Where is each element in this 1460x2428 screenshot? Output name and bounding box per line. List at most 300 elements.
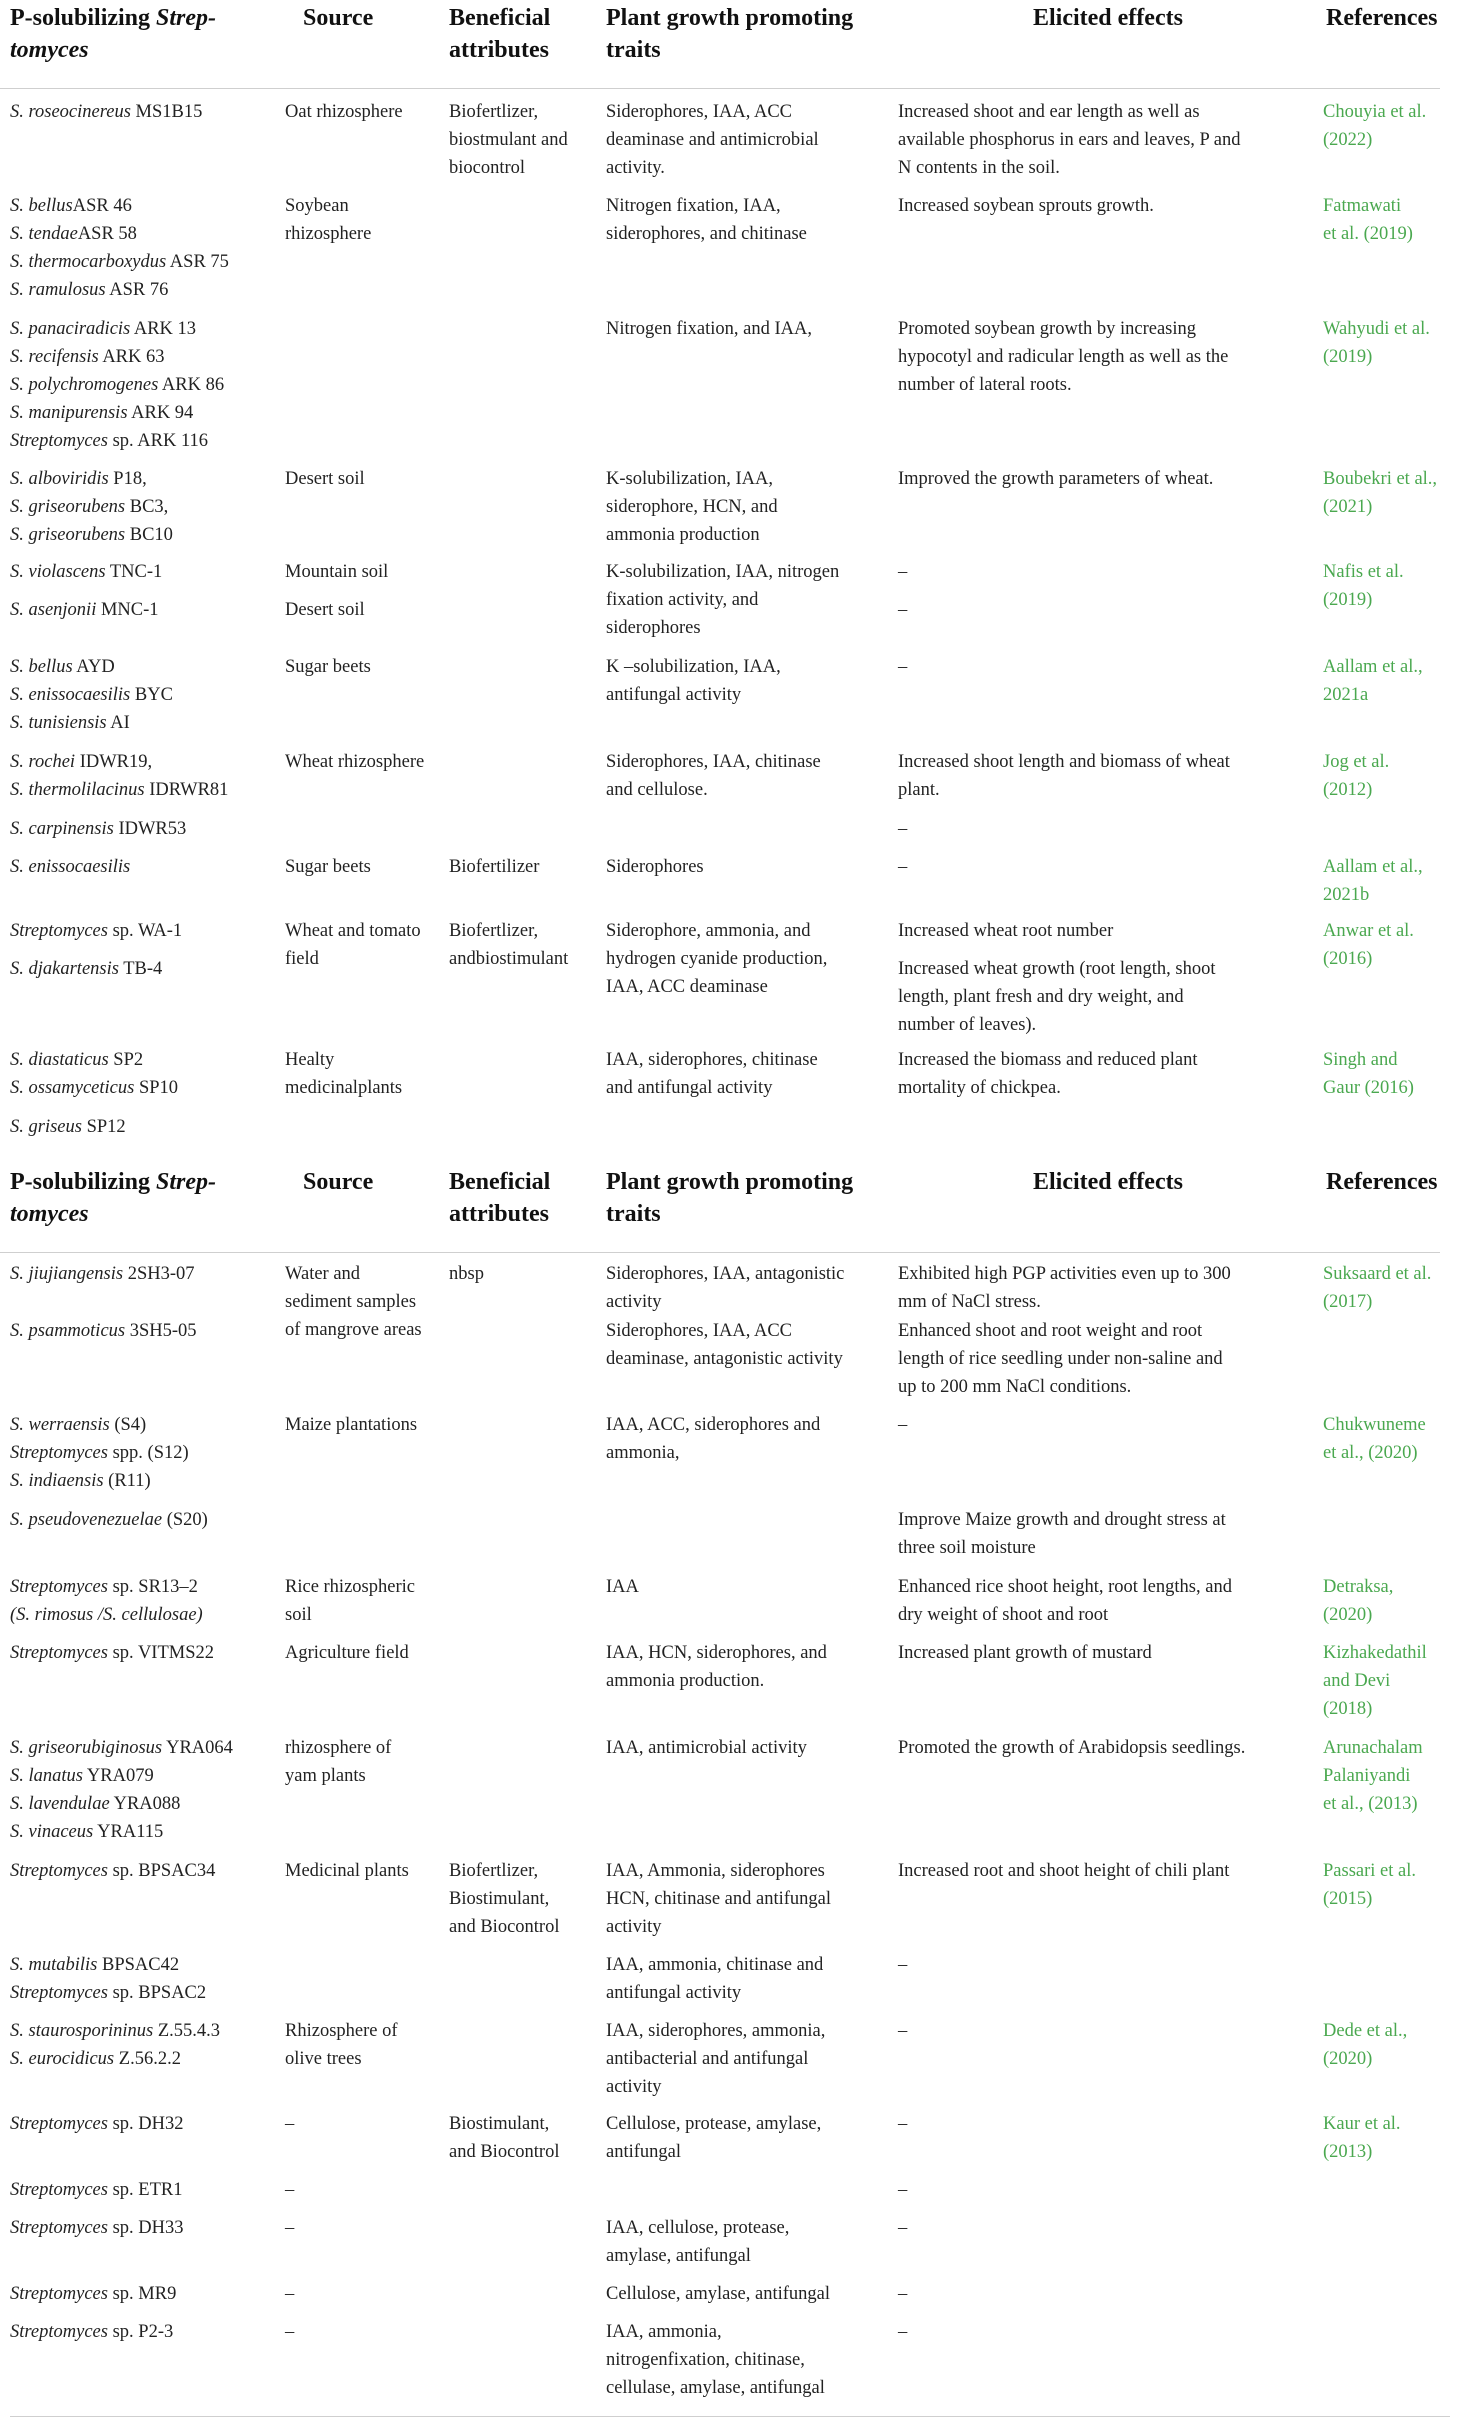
effects-cell-line: – bbox=[898, 857, 908, 877]
header-psolubilizing-line bbox=[10, 2, 216, 34]
attributes-cell-line: andbiostimulant bbox=[449, 949, 569, 969]
source-cell-line: rhizosphere of bbox=[285, 1738, 392, 1758]
reference-cell-line: (2020) bbox=[1323, 1605, 1373, 1625]
traits-cell-line: antifungal bbox=[606, 2142, 682, 2162]
traits-cell-line: IAA, HCN, siderophores, and bbox=[606, 1643, 827, 1663]
traits-cell bbox=[606, 653, 781, 709]
effects-cell bbox=[898, 1857, 1229, 1885]
source-cell-line: rhizosphere bbox=[285, 224, 372, 244]
reference-cell-line: Suksaard et al. bbox=[1323, 1264, 1432, 1284]
strain-code: sp. P2-3 bbox=[107, 2322, 174, 2342]
strain-code: sp. BPSAC2 bbox=[107, 1983, 207, 2003]
strain-code: Z.56.2.2 bbox=[114, 2049, 181, 2069]
source-cell bbox=[285, 1411, 417, 1439]
traits-cell bbox=[606, 2110, 821, 2166]
traits-cell bbox=[606, 465, 778, 549]
header-references bbox=[1326, 2, 1438, 34]
effects-cell bbox=[898, 1260, 1231, 1316]
traits-cell bbox=[606, 1573, 639, 1601]
effects-cell-line: Improve Maize growth and drought stress at bbox=[898, 1510, 1226, 1530]
traits-cell-line: IAA, Ammonia, siderophores bbox=[606, 1861, 825, 1881]
strain-name bbox=[10, 1790, 233, 1818]
traits-cell-line: siderophore, HCN, and bbox=[606, 497, 778, 517]
effects-cell bbox=[898, 2214, 907, 2242]
strain-cell bbox=[10, 2280, 176, 2308]
strain-species: Streptomyces bbox=[10, 431, 108, 451]
strain-species: Streptomyces bbox=[10, 1861, 108, 1881]
reference-cell-line: 2021a bbox=[1323, 685, 1369, 705]
reference-cell bbox=[1323, 192, 1413, 248]
strain-species: S. indiaensis bbox=[10, 1471, 104, 1491]
source-cell bbox=[285, 653, 371, 681]
effects-cell bbox=[898, 98, 1241, 182]
strain-name bbox=[10, 1074, 178, 1102]
attributes-cell-line: Biofertlizer, bbox=[449, 1861, 539, 1881]
strain-cell bbox=[10, 1260, 195, 1288]
reference-cell-line: Detraksa, bbox=[1323, 1577, 1394, 1597]
reference-cell-line: Boubekri et al., bbox=[1323, 469, 1438, 489]
reference-cell bbox=[1323, 558, 1404, 614]
header-psolubilizing-part: Strep- bbox=[156, 5, 217, 31]
strain-name bbox=[10, 955, 162, 983]
strain-cell bbox=[10, 748, 228, 804]
traits-cell-line: and antifungal activity bbox=[606, 1078, 773, 1098]
strain-species: S. ossamyceticus bbox=[10, 1078, 135, 1098]
header-traits-line: Plant growth promoting bbox=[606, 1169, 854, 1195]
strain-code: YRA079 bbox=[82, 1766, 154, 1786]
strain-species: S. griseorubiginosus bbox=[10, 1738, 163, 1758]
reference-cell-line: (2019) bbox=[1323, 347, 1373, 367]
effects-cell-line: plant. bbox=[898, 780, 940, 800]
header-traits-line: traits bbox=[606, 37, 661, 63]
traits-cell bbox=[606, 2017, 825, 2101]
header-effects-line: Elicited effects bbox=[1033, 5, 1183, 31]
source-cell-line: – bbox=[285, 2114, 295, 2134]
reference-cell-line: (2021) bbox=[1323, 497, 1373, 517]
effects-cell-line: up to 200 mm NaCl conditions. bbox=[898, 1377, 1132, 1397]
source-cell-line: Desert soil bbox=[285, 469, 365, 489]
strain-code: Z.55.4.3 bbox=[153, 2021, 221, 2041]
strain-name bbox=[10, 917, 182, 945]
source-cell-line: of mangrove areas bbox=[285, 1320, 422, 1340]
effects-cell-line: Exhibited high PGP activities even up to 300 bbox=[898, 1264, 1231, 1284]
attributes-cell-line: and Biocontrol bbox=[449, 2142, 560, 2162]
reference-cell-line: (2013) bbox=[1323, 2142, 1373, 2162]
source-cell-line: Medicinal plants bbox=[285, 1861, 409, 1881]
strain-name bbox=[10, 853, 130, 881]
attributes-cell bbox=[449, 1857, 559, 1941]
strain-species: S. werraensis bbox=[10, 1415, 110, 1435]
strain-name bbox=[10, 521, 173, 549]
strain-name bbox=[10, 1979, 206, 2007]
strain-code: ASR 75 bbox=[166, 252, 229, 272]
source-cell-line: medicinalplants bbox=[285, 1078, 403, 1098]
effects-cell bbox=[898, 596, 907, 624]
source-cell-line: olive trees bbox=[285, 2049, 362, 2069]
effects-cell-line: – bbox=[898, 2322, 908, 2342]
effects-cell-line: length, plant fresh and dry weight, and bbox=[898, 987, 1184, 1007]
strain-cell bbox=[10, 1639, 214, 1667]
traits-cell-line: Siderophores, IAA, chitinase bbox=[606, 752, 821, 772]
traits-cell-line: IAA, ACC deaminase bbox=[606, 977, 768, 997]
strain-species: Streptomyces bbox=[10, 1443, 108, 1463]
attributes-cell bbox=[449, 98, 568, 182]
effects-cell-line: hypocotyl and radicular length as well as the bbox=[898, 347, 1229, 367]
traits-cell bbox=[606, 315, 812, 343]
strain-cell bbox=[10, 1046, 178, 1102]
effects-cell bbox=[898, 1411, 907, 1439]
traits-cell-line: deaminase, antagonistic activity bbox=[606, 1349, 843, 1369]
traits-cell bbox=[606, 2280, 830, 2308]
strain-name bbox=[10, 1951, 206, 1979]
reference-cell-line: Nafis et al. bbox=[1323, 562, 1404, 582]
strain-species: S. alboviridis bbox=[10, 469, 109, 489]
traits-cell-line: Nitrogen fixation, IAA, bbox=[606, 196, 781, 216]
source-cell-line: Oat rhizosphere bbox=[285, 102, 403, 122]
effects-cell-line: Enhanced shoot and root weight and root bbox=[898, 1321, 1203, 1341]
effects-cell bbox=[898, 558, 907, 586]
strain-code: 3SH5-05 bbox=[125, 1321, 197, 1341]
header-rule bbox=[0, 1252, 1440, 1253]
header-beneficial-line: attributes bbox=[449, 37, 549, 63]
source-cell-line: Wheat and tomato bbox=[285, 921, 421, 941]
attributes-cell-line: Biofertlizer, bbox=[449, 921, 539, 941]
effects-cell-line: Increased shoot length and biomass of wheat bbox=[898, 752, 1230, 772]
reference-cell-line: (2020) bbox=[1323, 2049, 1373, 2069]
reference-cell-line: and Devi bbox=[1323, 1671, 1391, 1691]
strain-name bbox=[10, 653, 173, 681]
effects-cell-line: – bbox=[898, 2218, 908, 2238]
strain-name bbox=[10, 2280, 176, 2308]
header-source-line: Source bbox=[303, 5, 374, 31]
source-cell bbox=[285, 1573, 415, 1629]
effects-cell-line: dry weight of shoot and root bbox=[898, 1605, 1109, 1625]
strain-name bbox=[10, 1467, 189, 1495]
strain-code: (S4) bbox=[109, 1415, 147, 1435]
source-cell bbox=[285, 2214, 294, 2242]
source-cell-line: Sugar beets bbox=[285, 657, 371, 677]
effects-cell-line: Promoted soybean growth by increasing bbox=[898, 319, 1196, 339]
header-source bbox=[303, 1166, 373, 1198]
reference-cell bbox=[1323, 1411, 1426, 1467]
strain-code: spp. (S12) bbox=[107, 1443, 189, 1463]
strain-cell bbox=[10, 2017, 220, 2073]
strain-name bbox=[10, 465, 173, 493]
strain-cell bbox=[10, 1573, 203, 1629]
source-cell bbox=[285, 558, 388, 586]
effects-cell-line: three soil moisture bbox=[898, 1538, 1036, 1558]
source-cell bbox=[285, 596, 365, 624]
traits-cell bbox=[606, 853, 704, 881]
strain-species: S. djakartensis bbox=[10, 959, 119, 979]
attributes-cell-line: nbsp bbox=[449, 1264, 484, 1284]
source-cell-line: soil bbox=[285, 1605, 312, 1625]
traits-cell-line: IAA, ACC, siderophores and bbox=[606, 1415, 821, 1435]
effects-cell bbox=[898, 1573, 1232, 1629]
traits-cell-line: and cellulose. bbox=[606, 780, 708, 800]
strain-species: S. eurocidicus bbox=[10, 2049, 115, 2069]
strain-species: S. diastaticus bbox=[10, 1050, 109, 1070]
strain-species: S. griseorubens bbox=[10, 497, 126, 517]
strain-code: YRA115 bbox=[93, 1822, 164, 1842]
strain-name bbox=[10, 192, 229, 220]
strain-name bbox=[10, 596, 159, 624]
strain-code: AYD bbox=[72, 657, 115, 677]
header-psolubilizing-line bbox=[10, 1198, 216, 1230]
strain-cell bbox=[10, 558, 162, 586]
strain-species: S. asenjonii bbox=[10, 600, 97, 620]
traits-cell-line: antibacterial and antifungal bbox=[606, 2049, 809, 2069]
strain-code: TB-4 bbox=[118, 959, 163, 979]
traits-cell bbox=[606, 1046, 818, 1102]
effects-cell bbox=[898, 653, 907, 681]
reference-cell-line: Jog et al. bbox=[1323, 752, 1390, 772]
strain-name bbox=[10, 371, 224, 399]
traits-cell-line: activity bbox=[606, 2077, 662, 2097]
reference-cell bbox=[1323, 1046, 1414, 1102]
traits-cell-line: IAA, siderophores, ammonia, bbox=[606, 2021, 826, 2041]
source-cell bbox=[285, 853, 371, 881]
header-references-line: References bbox=[1326, 1169, 1438, 1195]
traits-cell-line: deaminase and antimicrobial bbox=[606, 130, 819, 150]
header-traits-line: Plant growth promoting bbox=[606, 5, 854, 31]
source-cell-line: Sugar beets bbox=[285, 857, 371, 877]
strain-name bbox=[10, 315, 224, 343]
source-cell-line: Agriculture field bbox=[285, 1643, 409, 1663]
strain-name bbox=[10, 2017, 220, 2045]
traits-cell-line: K-solubilization, IAA, nitrogen bbox=[606, 562, 840, 582]
traits-cell-line: activity bbox=[606, 1292, 662, 1312]
traits-cell-line: IAA, ammonia, bbox=[606, 2322, 722, 2342]
effects-cell-line: – bbox=[898, 2021, 908, 2041]
reference-cell bbox=[1323, 1260, 1431, 1316]
traits-cell-line: activity. bbox=[606, 158, 665, 178]
traits-cell-line: ammonia production bbox=[606, 525, 760, 545]
effects-cell bbox=[898, 2017, 907, 2045]
strain-cell bbox=[10, 1951, 206, 2007]
reference-cell bbox=[1323, 315, 1430, 371]
traits-cell-line: Siderophores bbox=[606, 857, 704, 877]
strain-cell bbox=[10, 955, 162, 983]
source-cell-line: – bbox=[285, 2284, 295, 2304]
traits-cell-line: amylase, antifungal bbox=[606, 2246, 751, 2266]
strain-code: BPSAC42 bbox=[97, 1955, 180, 1975]
strain-species: S. thermolilacinus bbox=[10, 780, 145, 800]
strain-code: ARK 63 bbox=[98, 347, 165, 367]
strain-name bbox=[10, 681, 173, 709]
source-cell bbox=[285, 192, 371, 248]
strain-name bbox=[10, 220, 229, 248]
strain-cell bbox=[10, 596, 159, 624]
strain-name bbox=[10, 1411, 189, 1439]
traits-cell-line: hydrogen cyanide production, bbox=[606, 949, 828, 969]
strain-cell bbox=[10, 465, 173, 549]
strain-name bbox=[10, 399, 224, 427]
effects-cell-line: mortality of chickpea. bbox=[898, 1078, 1061, 1098]
effects-cell-line: – bbox=[898, 1415, 908, 1435]
reference-cell-line: Chouyia et al. bbox=[1323, 102, 1427, 122]
strain-code: TNC-1 bbox=[105, 562, 163, 582]
effects-cell bbox=[898, 2110, 907, 2138]
strain-species: S. psammoticus bbox=[10, 1321, 126, 1341]
attributes-cell bbox=[449, 1260, 484, 1288]
strain-species: S. enissocaesilis bbox=[10, 857, 131, 877]
effects-cell bbox=[898, 1734, 1245, 1762]
header-psolubilizing bbox=[10, 1166, 216, 1230]
strain-name bbox=[10, 2045, 220, 2073]
reference-cell bbox=[1323, 653, 1423, 709]
source-cell-line: Maize plantations bbox=[285, 1415, 418, 1435]
source-cell bbox=[285, 2176, 294, 2204]
header-effects bbox=[1033, 1166, 1183, 1198]
source-cell-line: Desert soil bbox=[285, 600, 365, 620]
traits-cell-line: Siderophore, ammonia, and bbox=[606, 921, 811, 941]
reference-cell-line: Fatmawati bbox=[1323, 196, 1402, 216]
traits-cell-line: IAA, ammonia, chitinase and bbox=[606, 1955, 824, 1975]
strain-code: SP10 bbox=[134, 1078, 179, 1098]
traits-cell-line: fixation activity, and bbox=[606, 590, 759, 610]
reference-cell-line: (2015) bbox=[1323, 1889, 1373, 1909]
source-cell-line: Soybean bbox=[285, 196, 349, 216]
traits-cell bbox=[606, 558, 839, 642]
header-source bbox=[303, 2, 373, 34]
strain-species: S. lavendulae bbox=[10, 1794, 110, 1814]
reference-cell bbox=[1323, 1639, 1427, 1723]
source-cell bbox=[285, 917, 421, 973]
strain-cell bbox=[10, 98, 202, 126]
effects-cell bbox=[898, 853, 907, 881]
strain-name bbox=[10, 1506, 208, 1534]
effects-cell-line: Increased root and shoot height of chili plant bbox=[898, 1861, 1230, 1881]
strain-code: sp. DH32 bbox=[107, 2114, 184, 2134]
reference-cell-line: Aallam et al., bbox=[1323, 857, 1423, 877]
strain-code: sp. ETR1 bbox=[107, 2180, 183, 2200]
strain-name bbox=[10, 1439, 189, 1467]
strain-species: S. manipurensis bbox=[10, 403, 128, 423]
strain-code: sp. WA-1 bbox=[107, 921, 183, 941]
attributes-cell-line: Biostimulant, bbox=[449, 2114, 550, 2134]
strain-name bbox=[10, 558, 162, 586]
effects-cell-line: Increased the biomass and reduced plant bbox=[898, 1050, 1198, 1070]
effects-cell bbox=[898, 2318, 907, 2346]
strain-code: sp. MR9 bbox=[107, 2284, 177, 2304]
header-references bbox=[1326, 1166, 1438, 1198]
attributes-cell-line: Biofertilizer bbox=[449, 857, 540, 877]
strain-species: S. mutabilis bbox=[10, 1955, 98, 1975]
strain-code: ASR 58 bbox=[77, 224, 137, 244]
header-psolubilizing-part: Strep- bbox=[156, 1169, 217, 1195]
strain-name bbox=[10, 248, 229, 276]
header-effects bbox=[1033, 2, 1183, 34]
effects-cell-line: Enhanced rice shoot height, root lengths, and bbox=[898, 1577, 1232, 1597]
traits-cell bbox=[606, 98, 819, 182]
strain-code: ASR 46 bbox=[72, 196, 132, 216]
strain-code: SP2 bbox=[108, 1050, 144, 1070]
effects-cell-line: – bbox=[898, 600, 908, 620]
strain-name bbox=[10, 2176, 182, 2204]
reference-cell-line: (2018) bbox=[1323, 1699, 1373, 1719]
header-psolubilizing-part: tomyces bbox=[10, 37, 89, 63]
strain-name bbox=[10, 427, 224, 455]
strain-name bbox=[10, 1762, 233, 1790]
traits-cell-line: antifungal activity bbox=[606, 1983, 742, 2003]
effects-cell-line: – bbox=[898, 562, 908, 582]
reference-cell-line: 2021b bbox=[1323, 885, 1370, 905]
strain-code: ARK 86 bbox=[158, 375, 225, 395]
attributes-cell-line: biostmulant and bbox=[449, 130, 568, 150]
strain-code: sp. VITMS22 bbox=[107, 1643, 215, 1663]
strain-code: ARK 13 bbox=[130, 319, 197, 339]
source-cell-line: sediment samples bbox=[285, 1292, 417, 1312]
effects-cell-line: – bbox=[898, 2180, 908, 2200]
strain-species: S. staurosporininus bbox=[10, 2021, 154, 2041]
strain-species: Streptomyces bbox=[10, 2218, 108, 2238]
strain-species: S. roseocinereus bbox=[10, 102, 131, 122]
effects-cell bbox=[898, 748, 1230, 804]
header-beneficial bbox=[449, 1166, 550, 1230]
strain-name bbox=[10, 2110, 184, 2138]
reference-cell-line: Aallam et al., bbox=[1323, 657, 1423, 677]
header-beneficial-line: Beneficial bbox=[449, 1169, 551, 1195]
traits-cell bbox=[606, 2214, 789, 2270]
effects-cell-line: – bbox=[898, 2114, 908, 2134]
reference-cell-line: (2012) bbox=[1323, 780, 1373, 800]
reference-cell bbox=[1323, 98, 1426, 154]
strain-name bbox=[10, 1818, 233, 1846]
header-traits-line: traits bbox=[606, 1201, 661, 1227]
traits-cell-line: antifungal activity bbox=[606, 685, 742, 705]
header-psolubilizing-part: P-solubilizing bbox=[10, 1169, 157, 1195]
strain-code: ASR 76 bbox=[105, 280, 169, 300]
traits-cell-line: IAA, antimicrobial activity bbox=[606, 1738, 807, 1758]
strain-cell bbox=[10, 192, 229, 304]
strain-species: S. bellus bbox=[10, 657, 73, 677]
header-traits bbox=[606, 1166, 853, 1230]
strain-code: sp. BPSAC34 bbox=[107, 1861, 216, 1881]
strain-code: (R11) bbox=[103, 1471, 151, 1491]
effects-cell bbox=[898, 917, 1113, 945]
reference-cell bbox=[1323, 853, 1423, 909]
source-cell-line: yam plants bbox=[285, 1766, 366, 1786]
strain-species: S. jiujiangensis bbox=[10, 1264, 124, 1284]
effects-cell bbox=[898, 815, 907, 843]
strain-code: sp. DH33 bbox=[107, 2218, 184, 2238]
strain-cell bbox=[10, 2176, 182, 2204]
strain-code: YRA064 bbox=[162, 1738, 233, 1758]
strain-code: IDWR19, bbox=[75, 752, 153, 772]
strain-cell bbox=[10, 1857, 215, 1885]
attributes-cell-line: biocontrol bbox=[449, 158, 526, 178]
effects-cell-line: Increased shoot and ear length as well as bbox=[898, 102, 1200, 122]
strain-code: AI bbox=[106, 713, 130, 733]
source-cell bbox=[285, 1639, 409, 1667]
reference-cell bbox=[1323, 2017, 1407, 2073]
traits-cell bbox=[606, 917, 827, 1001]
reference-cell-line: (2022) bbox=[1323, 130, 1373, 150]
strain-code: BYC bbox=[130, 685, 173, 705]
header-source-line: Source bbox=[303, 1169, 374, 1195]
strain-cell bbox=[10, 653, 173, 737]
traits-cell-line: ammonia, bbox=[606, 1443, 680, 1463]
strain-code: BC3, bbox=[125, 497, 169, 517]
strain-species: S. panaciradicis bbox=[10, 319, 131, 339]
strain-name bbox=[10, 748, 228, 776]
header-effects-line: Elicited effects bbox=[1033, 1169, 1183, 1195]
source-cell bbox=[285, 2017, 398, 2073]
strain-name bbox=[10, 1046, 178, 1074]
strain-cell bbox=[10, 315, 224, 455]
strain-name bbox=[10, 1639, 214, 1667]
